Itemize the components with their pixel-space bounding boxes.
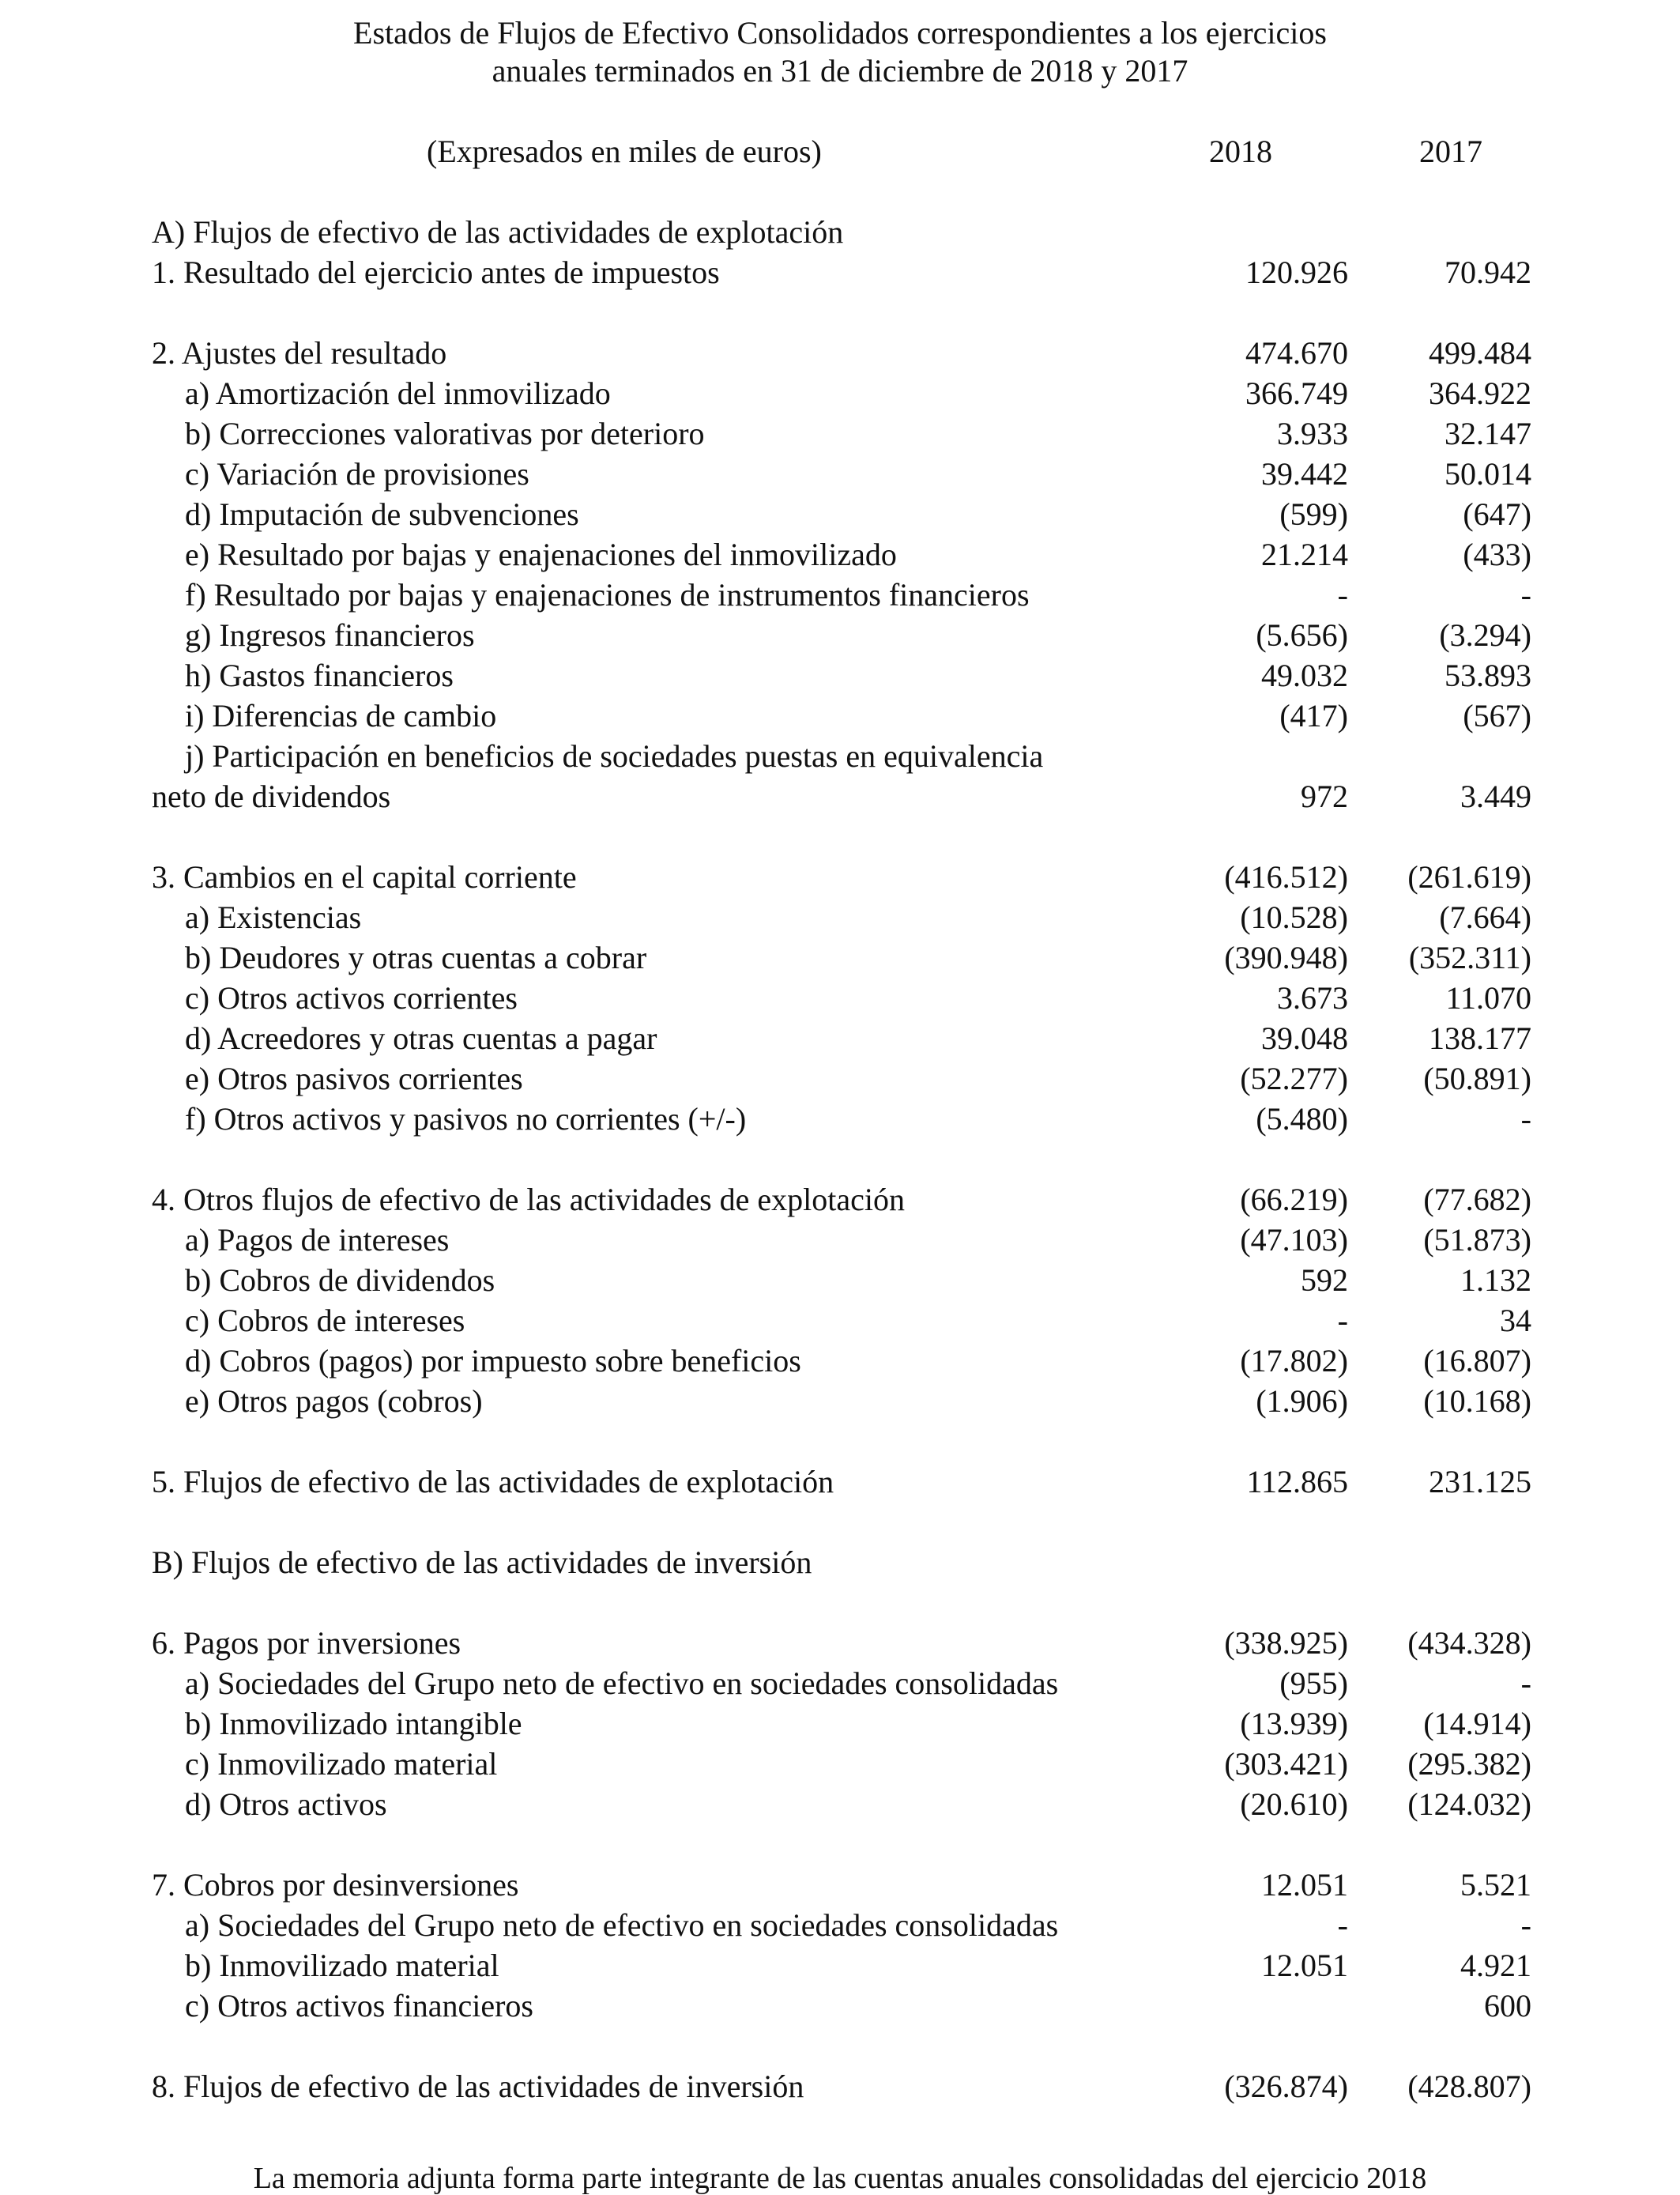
value-2017: (10.168) [1423,1383,1531,1419]
table-row [0,655,1680,696]
value-2017: 11.070 [1445,980,1531,1016]
value-2017: - [1520,1665,1531,1701]
value-2017: 53.893 [1445,658,1531,693]
value-2017: (51.873) [1423,1222,1531,1258]
table-row [0,857,1680,897]
value-2018: (416.512) [1224,859,1348,895]
value-2017: - [1520,577,1531,613]
table-row [0,1018,1680,1058]
row-label: a) Pagos de intereses [185,1222,450,1258]
value-2017: (14.914) [1423,1706,1531,1741]
row-label: b) Inmovilizado intangible [185,1706,522,1741]
row-spacer [0,1824,1680,1865]
row-label: f) Otros activos y pasivos no corrientes (+/-) [185,1101,747,1137]
row-label: 7. Cobros por desinversiones [152,1867,519,1903]
table-row [0,615,1680,655]
row-label: e) Resultado por bajas y enajenaciones del inmovilizado [185,537,897,572]
value-2017: (3.294) [1439,617,1531,653]
row-label: c) Otros activos corrientes [185,980,518,1016]
table-row [0,1542,1680,1582]
row-label: 2. Ajustes del resultado [152,335,447,371]
row-label: d) Imputación de subvenciones [185,496,579,532]
row-spacer [0,292,1680,333]
row-label: b) Cobros de dividendos [185,1262,495,1298]
table-row [0,1784,1680,1824]
value-2017: 138.177 [1429,1020,1531,1056]
value-2018: 592 [1301,1262,1348,1298]
value-2017: (295.382) [1407,1746,1531,1782]
value-2017: (124.032) [1407,1786,1531,1822]
value-2017: (16.807) [1423,1343,1531,1378]
value-2017: - [1520,1101,1531,1137]
value-2018: 366.749 [1245,375,1348,411]
table-row [0,1220,1680,1260]
table-row [0,212,1680,252]
table-row [0,1260,1680,1300]
row-label: b) Deudores y otras cuentas a cobrar [185,940,647,975]
table-row [0,696,1680,736]
row-label: 5. Flujos de efectivo de las actividades de explotación [152,1464,834,1499]
value-2018: (1.906) [1256,1383,1348,1419]
table-row [0,897,1680,937]
row-label: b) Inmovilizado material [185,1948,499,1983]
row-label: a) Sociedades del Grupo neto de efectivo en sociedades consolidadas [185,1665,1059,1701]
row-spacer [0,1421,1680,1461]
table-row [0,1381,1680,1421]
row-label: 8. Flujos de efectivo de las actividades de inversión [152,2069,804,2104]
row-label: 6. Pagos por inversiones [152,1625,461,1661]
value-2018: 12.051 [1261,1867,1348,1903]
table-row [0,1461,1680,1502]
value-2018: (5.480) [1256,1101,1348,1137]
table-row [0,494,1680,534]
row-label: b) Correcciones valorativas por deterioro [185,416,705,451]
value-2017: 3.449 [1460,779,1531,814]
value-2017: 70.942 [1445,255,1531,290]
row-label: j) Participación en beneficios de sociedades puestas en equivalencia [185,738,1044,774]
table-row [0,333,1680,373]
value-2018: 120.926 [1245,255,1348,290]
value-2018: (303.421) [1224,1746,1348,1782]
value-2018: (10.528) [1240,899,1348,935]
table-row [0,978,1680,1018]
row-spacer [0,817,1680,857]
column-header-2017: 2017 [1419,134,1482,169]
value-2017: (434.328) [1407,1625,1531,1661]
value-2017: (261.619) [1407,859,1531,895]
row-label: d) Cobros (pagos) por impuesto sobre beneficios [185,1343,801,1378]
value-2018: (20.610) [1240,1786,1348,1822]
table-row [0,776,1680,817]
value-2018: (417) [1279,698,1348,734]
table-row [0,736,1680,776]
table-row [0,413,1680,454]
table-row [0,575,1680,615]
row-label: h) Gastos financieros [185,658,454,693]
value-2017: (352.311) [1408,940,1531,975]
value-2018: 112.865 [1246,1464,1348,1499]
row-label: c) Variación de provisiones [185,456,529,492]
row-label: 3. Cambios en el capital corriente [152,859,577,895]
table-row [0,252,1680,292]
units-label: (Expresados en miles de euros) [427,134,822,169]
row-label: e) Otros pasivos corrientes [185,1061,523,1096]
table-row [0,1865,1680,1905]
value-2018: 49.032 [1261,658,1348,693]
row-label: c) Cobros de intereses [185,1303,465,1338]
value-2018: (52.277) [1240,1061,1348,1096]
value-2018: - [1337,1907,1348,1943]
value-2018: 972 [1301,779,1348,814]
value-2018: 3.673 [1277,980,1348,1016]
value-2017: 50.014 [1445,456,1531,492]
value-2017: 364.922 [1429,375,1531,411]
value-2018: (338.925) [1224,1625,1348,1661]
value-2017: 5.521 [1460,1867,1531,1903]
value-2018: (5.656) [1256,617,1348,653]
value-2017: (428.807) [1407,2069,1531,2104]
value-2018: (17.802) [1240,1343,1348,1378]
row-label: c) Otros activos financieros [185,1988,533,2023]
table-row [0,454,1680,494]
value-2018: (47.103) [1240,1222,1348,1258]
row-label: A) Flujos de efectivo de las actividades de explotación [152,214,844,250]
title-line-1: Estados de Flujos de Efectivo Consolidados correspondientes a los ejercicios [353,15,1327,51]
row-label: g) Ingresos financieros [185,617,475,653]
value-2018: 21.214 [1261,537,1348,572]
column-header-2018: 2018 [1209,134,1272,169]
row-label: f) Resultado por bajas y enajenaciones de instrumentos financieros [185,577,1030,613]
table-row [0,1179,1680,1220]
value-2017: 4.921 [1460,1948,1531,1983]
table-row [0,534,1680,575]
row-label: a) Sociedades del Grupo neto de efectivo en sociedades consolidadas [185,1907,1059,1943]
value-2018: 39.048 [1261,1020,1348,1056]
row-label: B) Flujos de efectivo de las actividades de inversión [152,1544,812,1580]
table-row [0,1341,1680,1381]
value-2018: (955) [1279,1665,1348,1701]
value-2018: 12.051 [1261,1948,1348,1983]
value-2017: - [1520,1907,1531,1943]
value-2017: (567) [1463,698,1531,734]
table-row [0,2066,1680,2106]
value-2018: (66.219) [1240,1182,1348,1217]
table-row [0,1945,1680,1986]
row-spacer [0,2026,1680,2066]
row-spacer [0,1139,1680,1179]
table-row [0,1300,1680,1341]
value-2017: (77.682) [1423,1182,1531,1217]
table-row [0,1663,1680,1703]
value-2017: (433) [1463,537,1531,572]
value-2018: - [1337,1303,1348,1338]
row-spacer [0,1502,1680,1542]
cash-flow-table [0,212,1680,2106]
value-2018: 3.933 [1277,416,1348,451]
table-row [0,937,1680,978]
row-label: a) Existencias [185,899,362,935]
value-2017: 600 [1484,1988,1531,2023]
value-2018: (13.939) [1240,1706,1348,1741]
row-label: a) Amortización del inmovilizado [185,375,611,411]
value-2017: 499.484 [1429,335,1531,371]
row-label: i) Diferencias de cambio [185,698,497,734]
table-row [0,1744,1680,1784]
value-2018: 474.670 [1245,335,1348,371]
value-2018: - [1337,577,1348,613]
title-line-2: anuales terminados en 31 de diciembre de 2018 y 2017 [492,53,1188,89]
row-label: d) Otros activos [185,1786,387,1822]
value-2017: (7.664) [1439,899,1531,935]
row-spacer [0,1582,1680,1623]
value-2018: 39.442 [1261,456,1348,492]
table-row [0,1986,1680,2026]
value-2017: 34 [1500,1303,1531,1338]
row-label: d) Acreedores y otras cuentas a pagar [185,1020,657,1056]
table-row [0,1905,1680,1945]
document-title [0,14,1680,90]
table-row [0,1058,1680,1099]
value-2017: 231.125 [1429,1464,1531,1499]
footer-note: La memoria adjunta forma parte integrante de las cuentas anuales consolidadas del ejercicio 2018 [253,2162,1427,2195]
table-row [0,1623,1680,1663]
value-2018: (599) [1279,496,1348,532]
value-2018: (390.948) [1224,940,1348,975]
row-label: e) Otros pagos (cobros) [185,1383,483,1419]
table-row [0,1099,1680,1139]
row-label: 4. Otros flujos de efectivo de las actividades de explotación [152,1182,906,1217]
table-row [0,1703,1680,1744]
table-row [0,373,1680,413]
value-2017: 1.132 [1460,1262,1531,1298]
row-label: c) Inmovilizado material [185,1746,498,1782]
value-2017: (647) [1463,496,1531,532]
row-label: 1. Resultado del ejercicio antes de impuestos [152,255,720,290]
value-2017: (50.891) [1423,1061,1531,1096]
value-2017: 32.147 [1445,416,1531,451]
value-2018: (326.874) [1224,2069,1348,2104]
row-label: neto de dividendos [152,779,391,814]
